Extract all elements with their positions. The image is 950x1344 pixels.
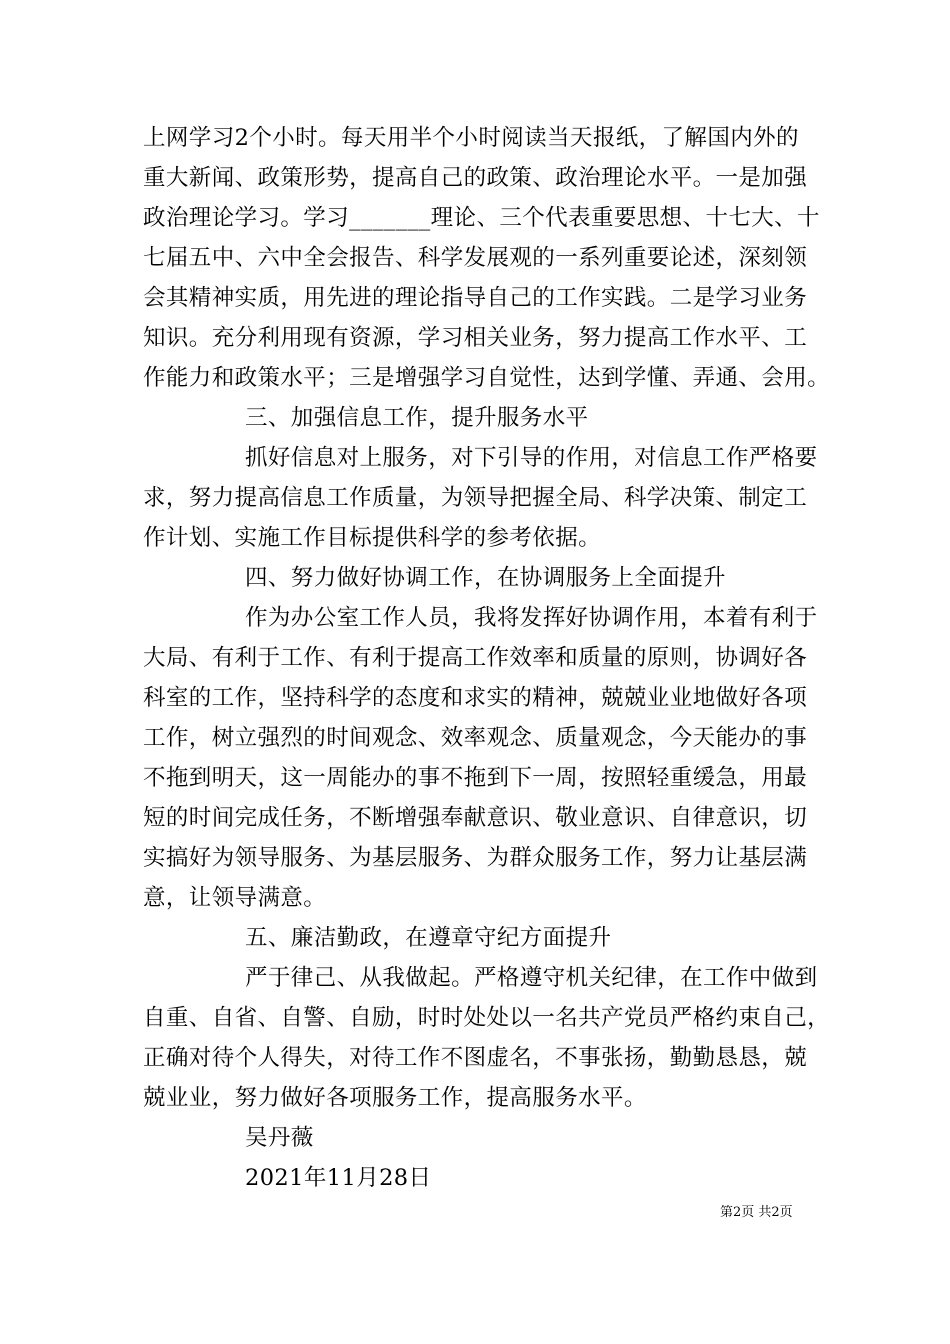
document-date: 2021年11月28日 <box>245 1165 432 1191</box>
section-heading-3: 三、加强信息工作，提升服务水平 <box>245 405 589 431</box>
paragraph-line: 短的时间完成任务，不断增强奉献意识、敬业意识、自律意识，切 <box>143 805 808 831</box>
paragraph-line: 意，让领导满意。 <box>143 885 327 911</box>
paragraph-line: 上网学习2个小时。每天用半个小时阅读当天报纸，了解国内外的 <box>143 125 799 151</box>
paragraph-line: 工作，树立强烈的时间观念、效率观念、质量观念，今天能办的事 <box>143 725 808 751</box>
paragraph-line: 抓好信息对上服务，对下引导的作用，对信息工作严格要 <box>245 445 818 471</box>
paragraph-line: 作能力和政策水平；三是增强学习自觉性，达到学懂、弄通、会用。 <box>143 365 831 391</box>
paragraph-line: 七届五中、六中全会报告、科学发展观的一系列重要论述，深刻领 <box>143 245 808 271</box>
paragraph-line: 知识。充分利用现有资源，学习相关业务，努力提高工作水平、工 <box>143 325 808 351</box>
paragraph-line: 作计划、实施工作目标提供科学的参考依据。 <box>143 525 602 551</box>
paragraph-line: 不拖到明天，这一周能办的事不拖到下一周，按照轻重缓急，用最 <box>143 765 808 791</box>
paragraph-line: 会其精神实质，用先进的理论指导自己的工作实践。二是学习业务 <box>143 285 808 311</box>
paragraph-line: 求，努力提高信息工作质量，为领导把握全局、科学决策、制定工 <box>143 485 808 511</box>
paragraph-line: 科室的工作，坚持科学的态度和求实的精神，兢兢业业地做好各项 <box>143 685 808 711</box>
paragraph-line: 重大新闻、政策形势，提高自己的政策、政治理论水平。一是加强 <box>143 165 808 191</box>
page-number-footer: 第2页 共2页 <box>720 1205 793 1220</box>
paragraph-line: 自重、自省、自警、自励，时时处处以一名共产党员严格约束自己， <box>143 1005 831 1031</box>
paragraph-line: 大局、有利于工作、有利于提高工作效率和质量的原则，协调好各 <box>143 645 808 671</box>
paragraph-line: 正确对待个人得失，对待工作不图虚名，不事张扬，勤勤恳恳，兢 <box>143 1045 808 1071</box>
section-heading-5: 五、廉洁勤政，在遵章守纪方面提升 <box>245 925 612 951</box>
paragraph-line: 作为办公室工作人员，我将发挥好协调作用，本着有利于 <box>245 605 818 631</box>
author-name: 吴丹薇 <box>245 1125 314 1151</box>
paragraph-line: 严于律己、从我做起。严格遵守机关纪律，在工作中做到 <box>245 965 818 991</box>
paragraph-line: 兢业业，努力做好各项服务工作，提高服务水平。 <box>143 1085 647 1111</box>
section-heading-4: 四、努力做好协调工作，在协调服务上全面提升 <box>245 565 726 591</box>
paragraph-line: 实搞好为领导服务、为基层服务、为群众服务工作，努力让基层满 <box>143 845 808 871</box>
paragraph-line: 政治理论学习。学习_______理论、三个代表重要思想、十七大、十 <box>143 205 820 231</box>
